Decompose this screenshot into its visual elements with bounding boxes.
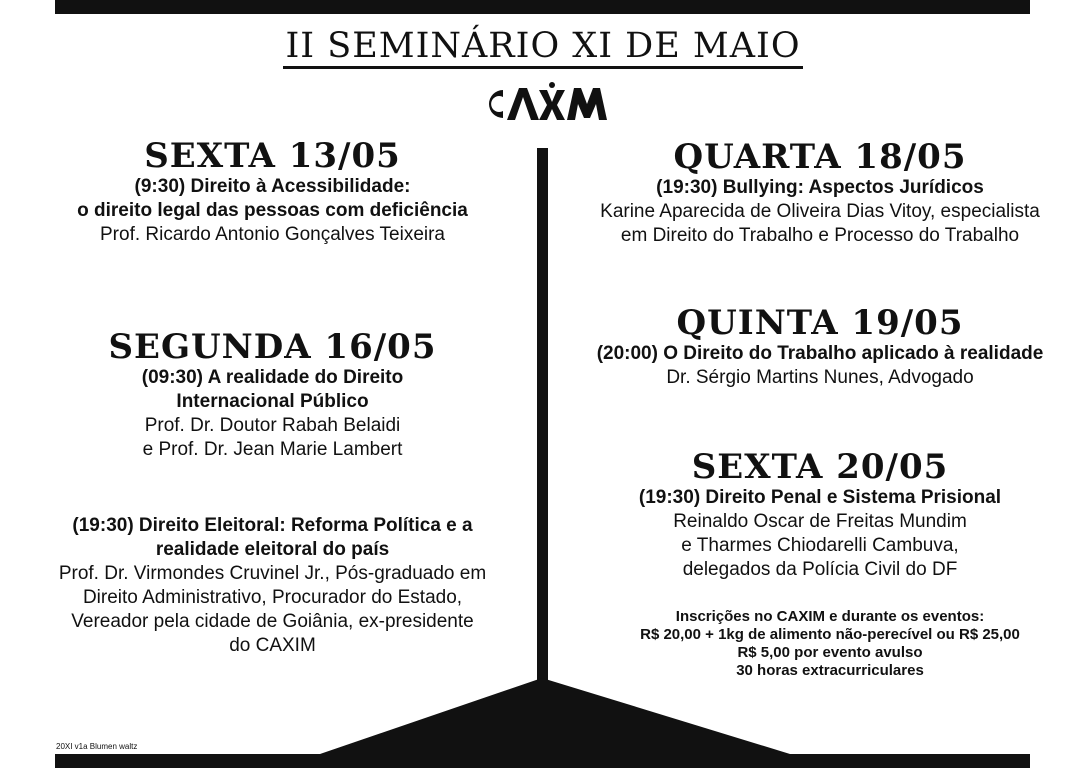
- talk-title: Internacional Público: [176, 391, 369, 412]
- talk-title: (20:00) O Direito do Trabalho aplicado à realidade: [596, 343, 1044, 364]
- info-line: 30 horas extracurriculares: [736, 662, 924, 679]
- day-heading: QUINTA 19/05: [676, 303, 964, 343]
- registration-info: [580, 608, 1080, 680]
- speaker: Direito Administrativo, Procurador do Estado,: [82, 587, 463, 608]
- day-heading: SEXTA 13/05: [144, 136, 401, 176]
- event-eleitoral: [20, 514, 525, 658]
- info-line: R$ 5,00 por evento avulso: [737, 644, 923, 661]
- speaker: e Tharmes Chiodarelli Cambuva,: [681, 535, 959, 556]
- speaker: Karine Aparecida de Oliveira Dias Vitoy, especialista: [600, 201, 1040, 222]
- talk-title: (09:30) A realidade do Direito: [141, 367, 404, 388]
- info-line: Inscrições no CAXIM e durante os eventos:: [675, 608, 985, 625]
- speaker: e Prof. Dr. Jean Marie Lambert: [142, 439, 403, 460]
- day-heading: SEGUNDA 16/05: [108, 327, 437, 367]
- talk-title: (19:30) Direito Penal e Sistema Prisional: [638, 487, 1002, 508]
- speaker: do CAXIM: [229, 635, 316, 656]
- speaker: Reinaldo Oscar de Freitas Mundim: [673, 511, 967, 532]
- day-heading: QUARTA 18/05: [673, 137, 967, 177]
- talk-title: (19:30) Direito Eleitoral: Reforma Política e a: [72, 515, 473, 536]
- info-line: R$ 20,00 + 1kg de alimento não-perecível ou R$ 25,00: [640, 626, 1020, 643]
- bottom-border-bar: [55, 754, 1030, 768]
- event-segunda-16: [30, 328, 515, 462]
- speaker: Dr. Sérgio Martins Nunes, Advogado: [666, 367, 974, 388]
- speaker: Prof. Dr. Virmondes Cruvinel Jr., Pós-graduado em: [58, 563, 487, 584]
- event-sexta-20: [580, 448, 1060, 582]
- speaker: em Direito do Trabalho e Processo do Trabalho: [620, 225, 1020, 246]
- talk-title: (9:30) Direito à Acessibilidade:: [134, 176, 411, 197]
- credit-text: 20XI v1a Blumen waltz: [56, 742, 138, 751]
- event-sexta-13: [30, 137, 515, 247]
- page-title: II SEMINÁRIO XI DE MAIO: [0, 26, 1086, 66]
- speaker: Prof. Ricardo Antonio Gonçalves Teixeira: [100, 224, 445, 245]
- speaker: delegados da Polícia Civil do DF: [682, 559, 958, 580]
- event-quinta-19: [570, 304, 1070, 390]
- talk-title: o direito legal das pessoas com deficiência: [77, 200, 468, 221]
- talk-title: realidade eleitoral do país: [155, 539, 390, 560]
- speaker: Prof. Dr. Doutor Rabah Belaidi: [144, 415, 401, 436]
- talk-title: (19:30) Bullying: Aspectos Jurídicos: [656, 177, 984, 198]
- event-quarta-18: [570, 138, 1070, 248]
- speaker: Vereador pela cidade de Goiânia, ex-presidente: [71, 611, 474, 632]
- day-heading: SEXTA 20/05: [691, 447, 949, 487]
